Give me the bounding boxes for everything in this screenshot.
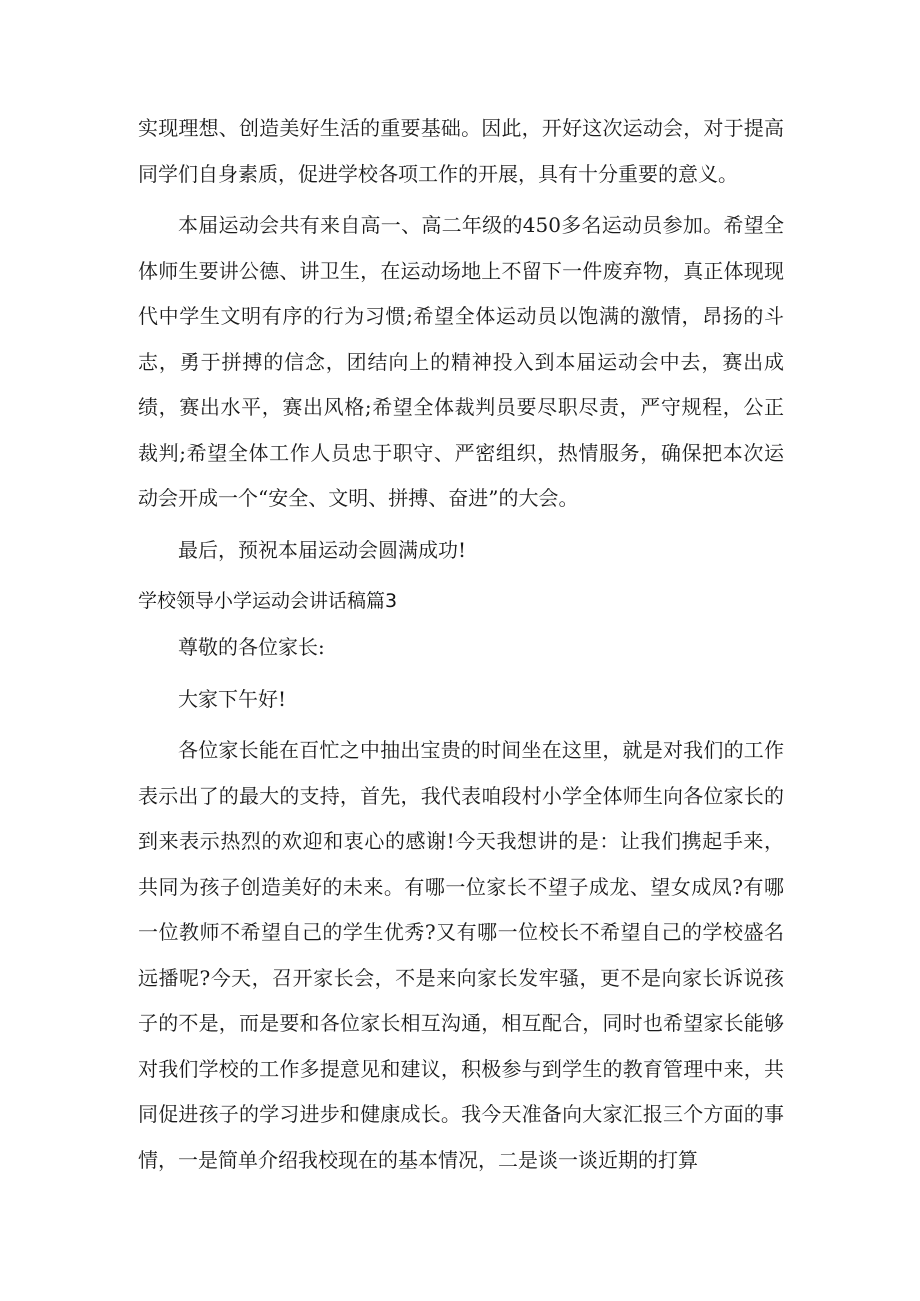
paragraph-greeting: 大家下午好! [178,686,287,711]
paragraph-speech-body: 各位家长能在百忙之中抽出宝贵的时间坐在这里，就是对我们的工作表示出了的最大的支持，首先，我代表咱段村小学全体师生向各位家长的到来表示热烈的欢迎和衷心的感谢!今天我想讲的是：让我们携起手来，共同为孩子创造美好的未来。有哪一位家长不望子成龙、望女成凤?有哪一位教师不希望自己的学生优秀?又有哪一位校长不希望自己的学校盛名远播呢?今天，召开家长会，不是来向家长发牢骚，更不是向家长诉说孩子的不是，而是要和各位家长相互沟通，相互配合，同时也希望家长能够对我们学校的工作多提意见和建议，积极参与到学生的教育管理中来，共同促进孩子的学习进步和健康成长。我今天准备向大家汇报三个方面的事情，一是简单介绍我校现在的基本情况，二是谈一谈近期的打算 [138,738,784,1172]
paragraph-salutation: 尊敬的各位家长: [178,635,325,659]
section-heading: 学校领导小学运动会讲话稿篇3 [138,590,398,612]
paragraph-continuation: 实现理想、创造美好生活的重要基础。因此，开好这次运动会，对于提高同学们自身素质，促进学校各项工作的开展，具有十分重要的意义。 [138,116,784,186]
paragraph-athletes: 本届运动会共有来自高一、高二年级的450多名运动员参加。希望全体师生要讲公德、讲卫生，在运动场地上不留下一件废弃物，真正体现现代中学生文明有序的行为习惯;希望全体运动员以饱满的激情，昂扬的斗志，勇于拼搏的信念，团结向上的精神投入到本届运动会中去，赛出成绩，赛出水平，赛出风格;希望全体裁判员要尽职尽责，严守规程，公正裁判;希望全体工作人员忠于职守、严密组织，热情服务，确保把本次运动会开成一个“安全、文明、拼搏、奋进”的大会。 [138,213,784,510]
paragraph-closing-wish: 最后，预祝本届运动会圆满成功! [178,537,467,562]
document-page [138,106,784,1183]
